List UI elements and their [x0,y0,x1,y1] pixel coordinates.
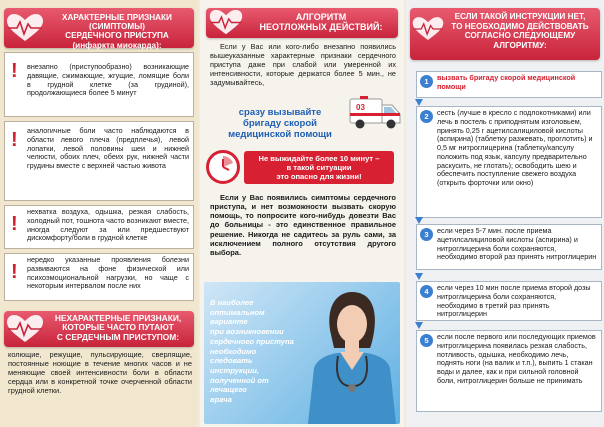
symptom-box-2 [4,121,194,201]
slogan-line1: сразу вызывайте [238,107,322,118]
heart-pulse-icon [5,13,45,43]
atypical-title-line2: КОТОРЫЕ ЧАСТО ПУТАЮТ [62,322,174,333]
nurse-illustration [300,282,400,424]
slogan-line3: медицинской помощи [228,128,332,140]
symptom-box-1 [4,52,194,117]
step-text: если через 10 мин после приема второй дозы нитроглицерина боли сохраняются, необходимо в третий раз принять нитроглицерин [437,283,591,319]
nurse-text-line: лечащего [210,385,247,395]
ambulance-number: 03 [356,103,365,112]
warn-line3: это опасно для жизни! [276,172,362,182]
arrow-down-icon [414,272,424,282]
arrow-down-icon [414,321,424,331]
exclamation-icon: ! [11,129,18,151]
atypical-title-line1: НЕХАРАКТЕРНЫЕ ПРИЗНАКИ, [54,313,182,323]
instructions-banner [410,8,600,60]
nurse-text-line: В наиболее [210,298,254,307]
nurse-text-line: врача [210,395,232,405]
exclamation-icon: ! [11,261,18,283]
symptom-text-1: внезапно (приступообразно) возникающие давящие, сжимающие, жгущие, ломящие боли в грудной клетке (за грудиной), продолжающиеся более 5 минут [27,62,189,98]
nurse-text-line: при возникновении [210,327,284,337]
exclamation-icon: ! [11,213,18,235]
nurse-text-line: оптимальном варианте [210,307,265,327]
symptoms-banner [4,8,194,48]
step-4 [416,281,602,321]
symptoms-title-line1: ХАРАКТЕРНЫЕ ПРИЗНАКИ (СИМПТОМЫ) [62,13,172,32]
arrow-down-icon [414,216,424,226]
algorithm-intro: Если у Вас или кого-либо внезапно появились вышеуказанные характерные признаки сердечного приступа даже при слабой или умеренной их интенсивности, которые держатся более 5 мин., не задумывайтесь, [210,42,396,87]
nurse-card-text [210,298,298,405]
exclamation-icon: ! [11,60,18,82]
symptom-text-2: аналогичные боли часто наблюдаются в области левого плеча (предплечья), левой лопатки, левой половины шеи и нижней челюсти, обоих плеч, обеих рук, нижней части грудины вместе с верхней частью живота [27,126,189,171]
clock-icon [206,150,240,184]
symptoms-title-line2: СЕРДЕЧНОГО ПРИСТУПА [65,31,169,41]
warn-line1: Не выжидайте более 10 минут – [258,154,380,163]
warn-line2: в такой ситуации [286,163,352,173]
symptom-box-3 [4,205,194,249]
step-number: 1 [420,75,433,88]
call-ambulance-slogan [206,108,354,141]
ambulance-icon [348,93,402,133]
instructions-title-line2: ТО НЕОБХОДИМО ДЕЙСТВОВАТЬ [451,21,589,31]
atypical-banner [4,311,194,347]
step-3 [416,224,602,270]
nurse-text-line: следовать инструкции, [210,356,260,376]
heart-pulse-icon [208,9,244,36]
nurse-text-line: необходимо [210,346,257,356]
instructions-title-line3: СОГЛАСНО СЛЕДУЮЩЕМУ [464,31,576,41]
step-number: 5 [420,334,433,347]
symptom-text-3: нехватка воздуха, одышка, резкая слабость, холодный пот, тошнота часто возникают вместе, иногда следуют за или предшествуют дискомфорту/боли в грудной клетке [27,207,189,243]
instructions-title-line1: ЕСЛИ ТАКОЙ ИНСТРУКЦИИ НЕТ, [454,12,586,21]
step-text: если через 5-7 мин. после приема ацетилсалициловой кислоты (аспирина) и нитроглицерина боли сохраняются, необходимо второй раз принять нитроглицерин [437,226,597,262]
symptoms-title-line3: (инфаркта миокарда): [72,40,162,50]
column-algorithm [200,0,404,427]
symptom-box-4 [4,253,194,301]
step-number: 2 [420,110,433,123]
column-symptoms [0,0,198,427]
nurse-card [204,282,400,424]
do-not-wait-warning [244,151,394,184]
no-ambulance-advice: Если у Вас появились симптомы сердечного приступа, и нет возможности вызвать скорую помощь, то попросите кого-нибудь довезти Вас до больницы - это единственное правильное решение. Никогда не садитесь за руль сами, за исключением полного отсутствия другого выбора. [210,193,396,257]
heart-pulse-icon [411,16,445,42]
step-text: сесть (лучше в кресло с подлокотниками) или лечь в постель с приподнятым изголовьем, принять 0,25 г ацетилсалициловой кислоты (аспирина) (таблетку разжевать, проглотить) и 0,5 мг нитроглицерина (таблетку/капсулу положить под язык, капсулу предварительно раскусить, не глотать); освободить шею и обеспечить поступление свежего воздуха (открыть форточки или окно) [437,108,593,188]
instructions-title-line4: АЛГОРИТМУ: [493,41,547,51]
step-2 [416,106,602,218]
symptom-text-4: нередко указанные проявления болезни развиваются на фоне физической или психоэмоциональной нагрузки, но чаще с некоторым интервалом после них [27,255,189,291]
step-number: 4 [420,285,433,298]
step-text: вызвать бригаду скорой медицинской помощи [437,73,576,91]
nurse-text-line: сердечного приступа [210,336,294,346]
column-instructions [406,0,604,427]
heart-pulse-icon [5,314,45,344]
step-1 [416,71,602,98]
arrow-down-icon [414,98,424,108]
nurse-text-line: полученной от [210,375,269,385]
algorithm-title-line2: НЕОТЛОЖНЫХ ДЕЙСТВИЙ: [259,22,383,33]
algorithm-title-line1: АЛГОРИТМ [295,12,347,22]
step-5 [416,330,602,412]
step-number: 3 [420,228,433,241]
atypical-text: колющие, режущие, пульсирующие, сверлящие, постоянные ноющие в течение многих часов и не меняющие своей интенсивности боли в области сердца или в конкретной точке очерченной области грудной клетки. [8,350,192,396]
slogan-line2: бригаду скорой [243,117,317,129]
algorithm-banner [206,8,398,38]
atypical-title-line3: С СЕРДЕЧНЫМ ПРИСТУПОМ: [56,331,180,342]
step-text: если после первого или последующих приемов нитроглицерина появилась резкая слабость, потливость, одышка, необходимо лечь, поднять ноги (на валик и т.п.), выпить 1 стакан воды и далее, как и при сильной головной боли, нитроглицерин больше не принимать [437,332,596,385]
